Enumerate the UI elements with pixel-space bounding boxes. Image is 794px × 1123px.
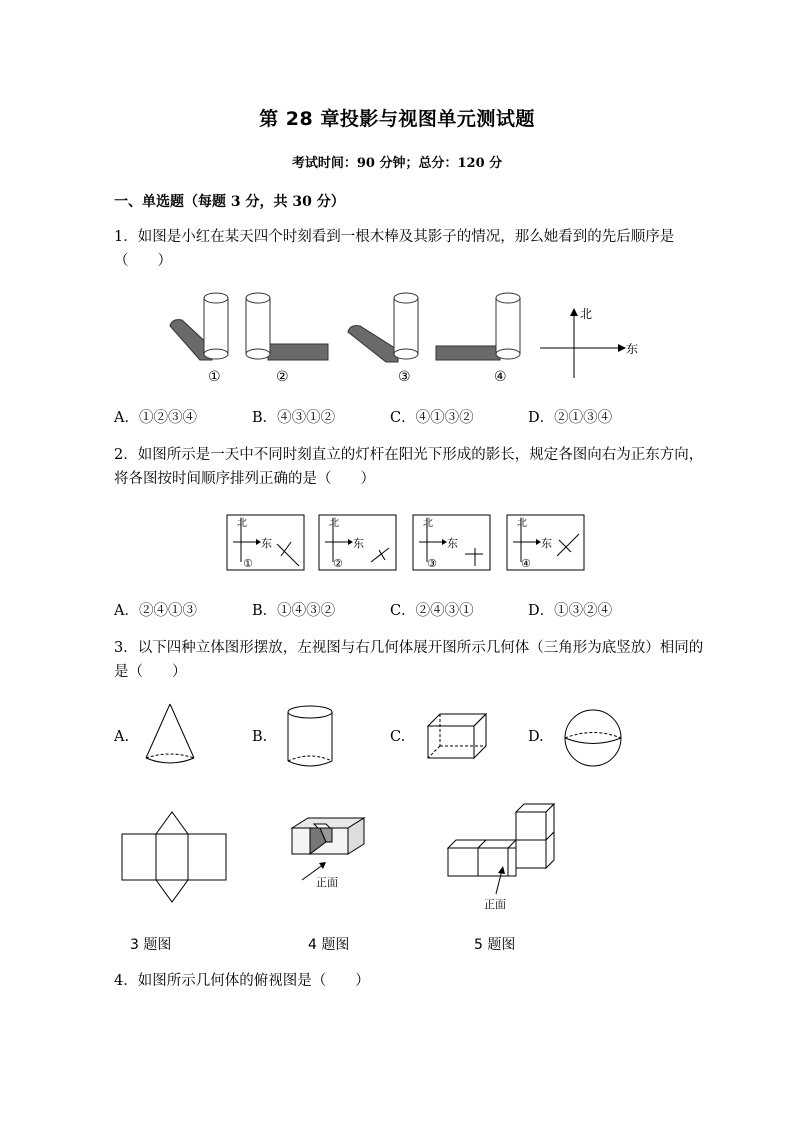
sphere-icon: [562, 707, 624, 769]
svg-text:北: 北: [517, 518, 527, 529]
caption-fig-4: 4 题图: [308, 937, 350, 953]
q1-option-d[interactable]: D．②①③④: [528, 410, 613, 426]
question-4-text: 4．如图所示几何体的俯视图是（ ）: [114, 973, 370, 989]
q2-option-b[interactable]: B．①④③②: [252, 603, 336, 619]
q2-figure: [225, 512, 590, 574]
q3-option-d[interactable]: D.: [528, 729, 544, 745]
svg-text:北: 北: [329, 518, 339, 529]
section-heading: 一、单选题（每题 3 分，共 30 分）: [114, 194, 345, 210]
svg-text:东: 东: [447, 537, 458, 550]
q3-option-a[interactable]: A.: [114, 729, 130, 745]
q3-net-figure: [118, 808, 230, 904]
svg-text:①: ①: [243, 557, 253, 570]
q1-east-label: 东: [626, 342, 639, 356]
q2-option-a[interactable]: A．②④①③: [114, 603, 197, 619]
q1-option-a[interactable]: A．①②③④: [114, 410, 197, 426]
question-3-text: 3．以下四种立体图形摆放，左视图与右几何体展开图所示几何体（三角形为底竖放）相同的是（ ）: [114, 640, 704, 680]
svg-text:东: 东: [261, 537, 272, 550]
q1-north-label: 北: [580, 307, 593, 321]
q1-option-c[interactable]: C．④①③②: [390, 410, 474, 426]
q1-option-b[interactable]: B．④③①②: [252, 410, 336, 426]
cone-icon: [142, 702, 198, 770]
q1-label-3: ③: [398, 369, 411, 385]
q2-option-c[interactable]: C．②④③①: [390, 603, 474, 619]
q1-label-4: ④: [494, 369, 507, 385]
svg-text:②: ②: [333, 557, 343, 570]
exam-info: 考试时间：90 分钟；总分：120 分: [291, 156, 503, 171]
q2-option-d[interactable]: D．①③②④: [528, 603, 613, 619]
caption-fig-5: 5 题图: [474, 937, 516, 953]
svg-text:东: 东: [541, 537, 552, 550]
cuboid-icon: [424, 710, 490, 762]
q1-label-1: ①: [208, 369, 221, 385]
svg-text:北: 北: [423, 518, 433, 529]
cylinder-icon: [284, 703, 336, 771]
q4-solid-figure: [286, 814, 370, 894]
q3-option-b[interactable]: B.: [252, 729, 268, 745]
svg-text:北: 北: [237, 518, 247, 529]
q1-figure: [160, 288, 660, 388]
q5-front-label: 正面: [484, 898, 506, 911]
q5-cubes-figure: [444, 800, 560, 914]
caption-fig-3: 3 题图: [130, 937, 172, 953]
svg-text:③: ③: [427, 557, 437, 570]
question-2-text: 2．如图所示是一天中不同时刻直立的灯杆在阳光下形成的影长，规定各图向右为正东方向，将各图按时间顺序排列正确的是（ ）: [114, 447, 704, 487]
q3-option-c[interactable]: C.: [390, 729, 406, 745]
page-title: 第 28 章投影与视图单元测试题: [259, 108, 535, 130]
svg-text:东: 东: [353, 537, 364, 550]
q4-front-label: 正面: [316, 876, 338, 889]
svg-text:④: ④: [521, 557, 531, 570]
question-1-text: 1．如图是小红在某天四个时刻看到一根木棒及其影子的情况，那么她看到的先后顺序是（ ）: [114, 229, 675, 269]
q1-label-2: ②: [276, 369, 289, 385]
